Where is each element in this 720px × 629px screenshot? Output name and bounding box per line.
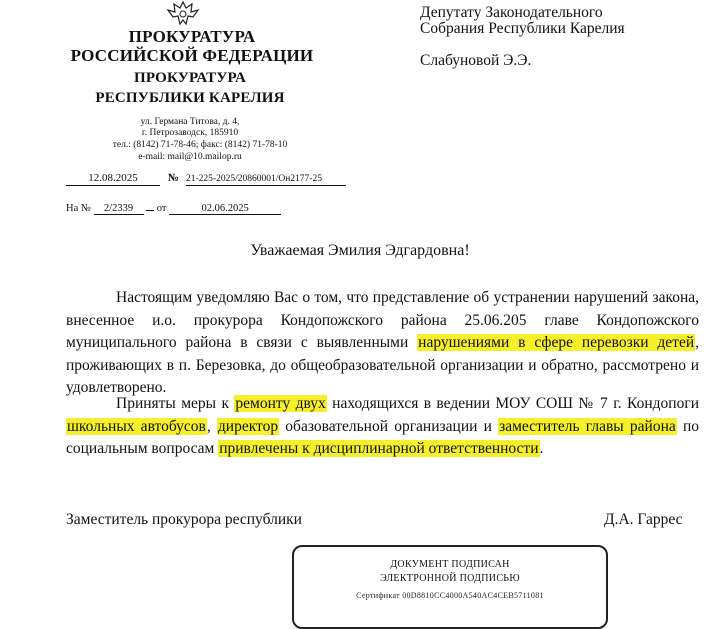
stamp-certificate: Сертификат 00D8810CC4000A540AC4CEB5711081 bbox=[356, 591, 544, 600]
p2-text-e: по социальным вопросам bbox=[66, 417, 700, 458]
highlight-director: директор bbox=[217, 417, 279, 435]
number-sign: № bbox=[168, 172, 180, 184]
highlight-buses: школьных автобусов bbox=[67, 417, 206, 435]
highlight-deputy-head: заместитель главы района bbox=[499, 417, 676, 435]
electronic-signature-stamp bbox=[292, 545, 608, 629]
highlight-violations: нарушениями в сфере перевозки детей bbox=[418, 334, 695, 352]
highlight-repair: ремонту двух bbox=[235, 395, 326, 412]
address-city: г. Петрозаводск, 185910 bbox=[141, 128, 239, 138]
letter-paragraph-2 bbox=[66, 393, 699, 461]
p2-text-a: Приняты меры к bbox=[116, 395, 235, 412]
outgoing-date: 12.08.2025 bbox=[66, 172, 160, 186]
signer-title: Заместитель прокурора республики bbox=[66, 511, 302, 528]
coat-of-arms-emblem-icon bbox=[162, 0, 204, 26]
incoming-from-label: от bbox=[156, 203, 167, 214]
recipient-line2: Собрания Республики Карелия bbox=[420, 20, 625, 37]
recipient-title bbox=[420, 5, 625, 37]
address-phone-fax: тел.: (8142) 71-78-46; факс: (8142) 71-78-10 bbox=[112, 140, 288, 150]
org-name-line4: РЕСПУБЛИКИ КАРЕЛИЯ bbox=[95, 90, 285, 106]
p2-text-b: находящихся в ведении МОУ СОШ № 7 г. Кондопоги bbox=[326, 395, 700, 412]
stamp-line2: ЭЛЕКТРОННОЙ ПОДПИСЬЮ bbox=[380, 573, 520, 584]
salutation: Уважаемая Эмилия Эдгардовна! bbox=[250, 242, 470, 259]
address-email: e-mail: mail@10.mailop.ru bbox=[138, 152, 242, 162]
signer-name: Д.А. Гаррес bbox=[604, 511, 683, 528]
recipient-line1: Депутату Законодательного bbox=[420, 4, 603, 21]
incoming-spacer bbox=[146, 210, 154, 211]
incoming-date: 02.06.2025 bbox=[169, 203, 281, 215]
org-name-line1: ПРОКУРАТУРА bbox=[128, 27, 256, 46]
stamp-line1: ДОКУМЕНТ ПОДПИСАН bbox=[390, 559, 510, 570]
incoming-prefix: На № bbox=[66, 203, 91, 214]
recipient-name: Слабуновой Э.Э. bbox=[420, 52, 532, 69]
incoming-reference bbox=[66, 203, 281, 215]
p2-text-f: . bbox=[539, 440, 544, 458]
p2-text-c: , bbox=[206, 417, 217, 435]
incoming-number: 2/2339 bbox=[94, 203, 144, 215]
p1-text-a: Настоящим уведомляю Вас о том, что представление об устранении нарушений закона, внесенное и.о. прокурора Кондопожского района 25.06.205 главе Кондопожского муниципального района в связи с выявленными bbox=[66, 289, 699, 352]
org-name-line3: ПРОКУРАТУРА bbox=[133, 70, 247, 86]
org-name-line2: РОССИЙСКОЙ ФЕДЕРАЦИИ bbox=[70, 46, 314, 65]
address-street: ул. Германа Титова, д. 4, bbox=[140, 117, 240, 127]
highlight-disciplinary: привлечены к дисциплинарной ответственности bbox=[219, 440, 539, 458]
letter-paragraph-1 bbox=[66, 287, 699, 400]
p1-text-b: , проживающих в п. Березовка, до общеобразовательной организации и обратно, рассмотрено и удовлетворено. bbox=[66, 334, 700, 397]
outgoing-number: 21-225-2025/20860001/Он2177-25 bbox=[186, 174, 346, 186]
p2-text-d: обазовательной организации и bbox=[279, 417, 499, 435]
